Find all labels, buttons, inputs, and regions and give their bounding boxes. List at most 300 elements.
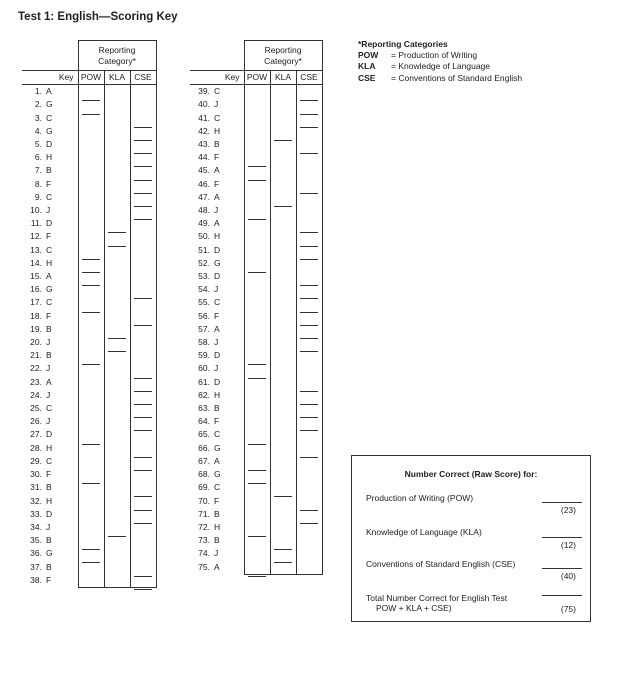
answer-key: A bbox=[214, 218, 220, 229]
total-score-total: (75) bbox=[560, 604, 576, 614]
answer-key: H bbox=[214, 125, 221, 136]
cse-cell bbox=[296, 481, 322, 494]
kla-cell bbox=[270, 98, 296, 111]
item-number: 22. bbox=[30, 363, 42, 374]
answer-key: D bbox=[214, 271, 221, 282]
pow-cell bbox=[244, 389, 270, 402]
kla-cell bbox=[104, 349, 130, 362]
item-number: 60. bbox=[198, 363, 210, 374]
reporting-categories-legend bbox=[358, 39, 522, 84]
pow-cell bbox=[244, 376, 270, 389]
answer-key: J bbox=[46, 337, 51, 348]
kla-cell bbox=[270, 336, 296, 349]
cse-score-blank[interactable] bbox=[542, 568, 582, 569]
cse-cell[interactable] bbox=[130, 178, 156, 191]
pow-cell bbox=[244, 442, 270, 455]
answer-key: C bbox=[46, 455, 53, 466]
cse-cell[interactable] bbox=[296, 244, 322, 257]
kla-cell bbox=[270, 85, 296, 99]
item-number: 61. bbox=[198, 376, 210, 387]
item-number: 23. bbox=[30, 376, 42, 387]
item-number: 17. bbox=[30, 297, 42, 308]
pow-cell bbox=[244, 547, 270, 560]
pow-cell bbox=[78, 283, 104, 296]
answer-key: C bbox=[214, 297, 221, 308]
key-row bbox=[22, 270, 156, 283]
cse-cell bbox=[296, 468, 322, 481]
answer-key: F bbox=[46, 574, 52, 585]
key-row bbox=[22, 217, 156, 230]
cse-cell bbox=[130, 468, 156, 481]
answer-key: H bbox=[46, 152, 53, 163]
item-number: 44. bbox=[198, 152, 210, 163]
pow-cell[interactable] bbox=[78, 428, 104, 441]
item-number: 68. bbox=[198, 469, 210, 480]
kla-cell bbox=[104, 138, 130, 151]
scoring-key-rows-2 bbox=[190, 85, 322, 575]
item-number: 41. bbox=[198, 112, 210, 123]
kla-cell bbox=[104, 204, 130, 217]
kla-cell bbox=[270, 217, 296, 230]
answer-key: G bbox=[214, 442, 221, 453]
cse-cell bbox=[130, 521, 156, 534]
item-number: 12. bbox=[30, 231, 42, 242]
item-number: 25. bbox=[30, 403, 42, 414]
kla-cell[interactable] bbox=[270, 547, 296, 560]
kla-cell bbox=[104, 415, 130, 428]
kla-cell bbox=[270, 283, 296, 296]
answer-key: D bbox=[214, 244, 221, 255]
pow-cell bbox=[78, 138, 104, 151]
cse-cell[interactable] bbox=[130, 481, 156, 494]
key-row bbox=[190, 561, 322, 575]
key-row bbox=[22, 244, 156, 257]
kla-score-label: Knowledge of Language (KLA) bbox=[366, 527, 482, 537]
item-number: 35. bbox=[30, 535, 42, 546]
cse-cell bbox=[130, 336, 156, 349]
kla-cell bbox=[270, 561, 296, 575]
pow-cell bbox=[244, 125, 270, 138]
item-number: 56. bbox=[198, 310, 210, 321]
cse-cell[interactable] bbox=[296, 283, 322, 296]
key-row bbox=[22, 481, 156, 494]
cse-score-row bbox=[366, 559, 582, 581]
key-row bbox=[22, 257, 156, 270]
kla-cell bbox=[104, 468, 130, 481]
item-number: 8. bbox=[34, 178, 42, 189]
key-row bbox=[190, 508, 322, 521]
cse-cell[interactable] bbox=[296, 178, 322, 191]
key-row bbox=[190, 389, 322, 402]
answer-key: J bbox=[214, 548, 219, 559]
item-number: 18. bbox=[30, 310, 42, 321]
cse-cell[interactable] bbox=[296, 138, 322, 151]
cse-cell[interactable] bbox=[130, 389, 156, 402]
key-row bbox=[22, 85, 156, 99]
key-row bbox=[22, 402, 156, 415]
item-number: 1. bbox=[34, 86, 42, 97]
pow-cell bbox=[244, 138, 270, 151]
key-row bbox=[190, 230, 322, 243]
item-number: 66. bbox=[198, 442, 210, 453]
item-number: 49. bbox=[198, 218, 210, 229]
cse-cell[interactable] bbox=[130, 310, 156, 323]
pow-cell bbox=[78, 125, 104, 138]
pow-cell[interactable] bbox=[78, 547, 104, 560]
answer-key: A bbox=[214, 561, 220, 572]
kla-cell bbox=[104, 85, 130, 99]
item-number: 73. bbox=[198, 535, 210, 546]
item-number: 57. bbox=[198, 323, 210, 334]
answer-key: H bbox=[214, 389, 221, 400]
cse-cell[interactable] bbox=[296, 270, 322, 283]
cse-cell bbox=[296, 362, 322, 375]
key-row bbox=[22, 204, 156, 217]
cse-cell[interactable] bbox=[130, 151, 156, 164]
kla-cell[interactable] bbox=[104, 230, 130, 243]
key-row bbox=[22, 442, 156, 455]
key-row bbox=[190, 191, 322, 204]
key-row bbox=[190, 244, 322, 257]
item-number: 31. bbox=[30, 482, 42, 493]
reporting-category-header: Reporting Category* bbox=[78, 41, 156, 71]
pow-cell bbox=[244, 112, 270, 125]
answer-key: J bbox=[46, 363, 51, 374]
pow-cell[interactable] bbox=[244, 428, 270, 441]
pow-cell bbox=[244, 230, 270, 243]
item-number: 27. bbox=[30, 429, 42, 440]
kla-cell bbox=[270, 323, 296, 336]
key-row bbox=[22, 508, 156, 521]
cse-cell[interactable] bbox=[296, 508, 322, 521]
kla-cell bbox=[104, 534, 130, 547]
cse-cell[interactable] bbox=[130, 283, 156, 296]
key-row bbox=[22, 283, 156, 296]
pow-cell bbox=[78, 508, 104, 521]
key-row bbox=[22, 349, 156, 362]
pow-cell[interactable] bbox=[78, 270, 104, 283]
legend-pow: POW = Production of Writing bbox=[358, 50, 478, 61]
answer-key: H bbox=[214, 521, 221, 532]
pow-cell[interactable] bbox=[244, 468, 270, 481]
key-row bbox=[190, 178, 322, 191]
cse-cell[interactable] bbox=[130, 138, 156, 151]
score-blank[interactable] bbox=[248, 576, 266, 577]
item-number: 48. bbox=[198, 205, 210, 216]
answer-key: C bbox=[46, 297, 53, 308]
key-row bbox=[22, 547, 156, 560]
kla-cell bbox=[104, 362, 130, 375]
key-row bbox=[190, 402, 322, 415]
total-score-blank[interactable] bbox=[542, 595, 582, 596]
kla-cell bbox=[104, 151, 130, 164]
key-row bbox=[190, 283, 322, 296]
key-row bbox=[190, 428, 322, 441]
answer-key: A bbox=[46, 86, 52, 97]
pow-score-row bbox=[366, 493, 582, 515]
total-score-formula: POW + KLA + CSE) bbox=[376, 603, 452, 613]
kla-cell bbox=[270, 230, 296, 243]
key-row bbox=[22, 428, 156, 441]
pow-cell[interactable] bbox=[78, 244, 104, 257]
pow-cell[interactable] bbox=[244, 561, 270, 575]
cse-cell[interactable] bbox=[296, 323, 322, 336]
item-number: 74. bbox=[198, 548, 210, 559]
kla-score-total: (12) bbox=[560, 540, 576, 550]
pow-cell bbox=[244, 508, 270, 521]
cse-cell[interactable] bbox=[130, 402, 156, 415]
item-number: 3. bbox=[34, 112, 42, 123]
item-number: 2. bbox=[34, 99, 42, 110]
answer-key: C bbox=[214, 86, 221, 97]
key-row bbox=[22, 296, 156, 309]
item-number: 58. bbox=[198, 337, 210, 348]
pow-cell[interactable] bbox=[78, 534, 104, 547]
pow-cell[interactable] bbox=[78, 85, 104, 99]
key-row bbox=[22, 521, 156, 534]
answer-key: D bbox=[46, 429, 53, 440]
cse-cell[interactable] bbox=[296, 402, 322, 415]
pow-cell bbox=[78, 442, 104, 455]
key-row bbox=[22, 310, 156, 323]
answer-key: G bbox=[214, 469, 221, 480]
answer-key: A bbox=[46, 376, 52, 387]
answer-key: J bbox=[214, 99, 219, 110]
pow-cell bbox=[244, 244, 270, 257]
answer-key: B bbox=[214, 508, 220, 519]
answer-key: C bbox=[214, 482, 221, 493]
cse-column-header: CSE bbox=[130, 71, 156, 85]
kla-cell[interactable] bbox=[270, 191, 296, 204]
key-row bbox=[190, 349, 322, 362]
item-number: 28. bbox=[30, 442, 42, 453]
item-number: 51. bbox=[198, 244, 210, 255]
cse-cell bbox=[296, 521, 322, 534]
cse-cell bbox=[130, 230, 156, 243]
key-row bbox=[190, 85, 322, 99]
cse-cell bbox=[130, 323, 156, 336]
total-score-label: Total Number Correct for English Test bbox=[366, 593, 508, 603]
pow-cell bbox=[78, 164, 104, 177]
kla-cell[interactable] bbox=[104, 336, 130, 349]
answer-key: G bbox=[46, 125, 53, 136]
legend-title: *Reporting Categories bbox=[358, 39, 448, 49]
answer-key: J bbox=[214, 205, 219, 216]
cse-cell[interactable] bbox=[130, 455, 156, 468]
answer-key: H bbox=[46, 257, 53, 268]
cse-cell[interactable] bbox=[296, 98, 322, 111]
cse-cell[interactable] bbox=[130, 112, 156, 125]
pow-score-total: (23) bbox=[560, 505, 576, 515]
answer-key: A bbox=[214, 323, 220, 334]
pow-cell[interactable] bbox=[78, 296, 104, 309]
cse-cell[interactable] bbox=[296, 389, 322, 402]
item-number: 7. bbox=[34, 165, 42, 176]
answer-key: J bbox=[214, 363, 219, 374]
cse-cell[interactable] bbox=[296, 296, 322, 309]
kla-cell bbox=[270, 362, 296, 375]
cse-cell[interactable] bbox=[296, 442, 322, 455]
pow-cell bbox=[78, 230, 104, 243]
pow-cell[interactable] bbox=[244, 362, 270, 375]
pow-cell bbox=[244, 495, 270, 508]
answer-key: C bbox=[46, 112, 53, 123]
cse-cell[interactable] bbox=[296, 336, 322, 349]
kla-cell bbox=[104, 98, 130, 111]
total-score-row bbox=[366, 593, 582, 613]
pow-cell[interactable] bbox=[244, 349, 270, 362]
kla-cell bbox=[270, 349, 296, 362]
cse-cell bbox=[296, 455, 322, 468]
cse-cell[interactable] bbox=[130, 574, 156, 588]
cse-cell bbox=[296, 191, 322, 204]
kla-cell[interactable] bbox=[270, 481, 296, 494]
pow-cell bbox=[244, 217, 270, 230]
pow-cell[interactable] bbox=[78, 349, 104, 362]
pow-cell bbox=[78, 389, 104, 402]
cse-cell bbox=[130, 257, 156, 270]
pow-cell bbox=[78, 310, 104, 323]
kla-cell bbox=[270, 455, 296, 468]
score-blank[interactable] bbox=[134, 589, 152, 590]
cse-cell[interactable] bbox=[296, 415, 322, 428]
item-number: 42. bbox=[198, 125, 210, 136]
pow-cell[interactable] bbox=[244, 455, 270, 468]
kla-cell bbox=[104, 481, 130, 494]
kla-cell bbox=[104, 310, 130, 323]
kla-cell[interactable] bbox=[270, 125, 296, 138]
cse-cell[interactable] bbox=[296, 495, 322, 508]
item-number: 64. bbox=[198, 416, 210, 427]
pow-cell[interactable] bbox=[244, 151, 270, 164]
pow-score-blank[interactable] bbox=[542, 502, 582, 503]
cse-cell[interactable] bbox=[130, 191, 156, 204]
cse-cell[interactable] bbox=[296, 376, 322, 389]
key-row bbox=[22, 336, 156, 349]
item-number: 47. bbox=[198, 191, 210, 202]
kla-cell bbox=[104, 178, 130, 191]
cse-cell bbox=[130, 217, 156, 230]
raw-score-heading: Number Correct (Raw Score) for: bbox=[404, 469, 538, 479]
key-row bbox=[190, 125, 322, 138]
pow-cell bbox=[78, 415, 104, 428]
cse-cell[interactable] bbox=[130, 376, 156, 389]
answer-key: F bbox=[46, 469, 52, 480]
item-number: 21. bbox=[30, 350, 42, 361]
key-row bbox=[190, 217, 322, 230]
cse-cell[interactable] bbox=[130, 442, 156, 455]
cse-cell[interactable] bbox=[130, 415, 156, 428]
pow-cell bbox=[78, 151, 104, 164]
pow-cell[interactable] bbox=[78, 98, 104, 111]
cse-cell bbox=[130, 244, 156, 257]
cse-cell[interactable] bbox=[296, 230, 322, 243]
key-row bbox=[22, 362, 156, 375]
key-row bbox=[190, 468, 322, 481]
cse-cell[interactable] bbox=[296, 85, 322, 99]
cse-cell bbox=[296, 428, 322, 441]
pow-cell[interactable] bbox=[244, 521, 270, 534]
item-number: 53. bbox=[198, 271, 210, 282]
kla-cell bbox=[104, 191, 130, 204]
kla-cell bbox=[270, 270, 296, 283]
answer-key: B bbox=[46, 165, 52, 176]
answer-key: J bbox=[214, 284, 219, 295]
pow-cell[interactable] bbox=[244, 204, 270, 217]
pow-cell bbox=[78, 561, 104, 574]
kla-cell bbox=[104, 376, 130, 389]
kla-cell[interactable] bbox=[104, 521, 130, 534]
key-row bbox=[190, 310, 322, 323]
kla-cell[interactable] bbox=[270, 534, 296, 547]
key-row bbox=[190, 376, 322, 389]
kla-cell[interactable] bbox=[104, 323, 130, 336]
answer-key: D bbox=[46, 218, 53, 229]
answer-key: A bbox=[214, 191, 220, 202]
item-number: 5. bbox=[34, 139, 42, 150]
kla-cell bbox=[104, 296, 130, 309]
item-number: 36. bbox=[30, 548, 42, 559]
cse-cell bbox=[130, 270, 156, 283]
page-title: Test 1: English—Scoring Key bbox=[18, 11, 178, 23]
answer-key: D bbox=[46, 139, 53, 150]
answer-key: C bbox=[46, 403, 53, 414]
kla-cell[interactable] bbox=[104, 217, 130, 230]
key-row bbox=[22, 468, 156, 481]
pow-cell[interactable] bbox=[78, 468, 104, 481]
pow-cell bbox=[244, 402, 270, 415]
pow-column-header: POW bbox=[78, 71, 104, 85]
cse-cell[interactable] bbox=[130, 508, 156, 521]
pow-cell bbox=[78, 323, 104, 336]
pow-cell bbox=[78, 112, 104, 125]
pow-cell bbox=[78, 455, 104, 468]
legend-kla: KLA = Knowledge of Language bbox=[358, 61, 491, 72]
cse-cell[interactable] bbox=[130, 164, 156, 177]
item-number: 11. bbox=[30, 218, 42, 229]
key-row bbox=[22, 138, 156, 151]
cse-cell[interactable] bbox=[130, 362, 156, 375]
item-number: 39. bbox=[198, 86, 210, 97]
item-number: 14. bbox=[30, 257, 42, 268]
kla-cell bbox=[270, 402, 296, 415]
pow-cell[interactable] bbox=[244, 164, 270, 177]
key-row bbox=[190, 204, 322, 217]
cse-cell[interactable] bbox=[130, 495, 156, 508]
pow-cell bbox=[78, 402, 104, 415]
item-number: 55. bbox=[198, 297, 210, 308]
kla-cell bbox=[104, 125, 130, 138]
pow-cell[interactable] bbox=[78, 257, 104, 270]
cse-cell[interactable] bbox=[296, 112, 322, 125]
pow-cell bbox=[244, 191, 270, 204]
cse-cell[interactable] bbox=[130, 561, 156, 574]
pow-cell bbox=[244, 415, 270, 428]
pow-cell[interactable] bbox=[244, 257, 270, 270]
kla-score-blank[interactable] bbox=[542, 537, 582, 538]
cse-cell[interactable] bbox=[130, 125, 156, 138]
cse-cell[interactable] bbox=[296, 217, 322, 230]
cse-cell bbox=[296, 125, 322, 138]
cse-cell[interactable] bbox=[296, 310, 322, 323]
key-row bbox=[190, 98, 322, 111]
key-row bbox=[22, 164, 156, 177]
item-number: 54. bbox=[198, 284, 210, 295]
pow-column-header: POW bbox=[244, 71, 270, 85]
key-row bbox=[190, 257, 322, 270]
answer-key: F bbox=[214, 178, 220, 189]
cse-cell[interactable] bbox=[130, 204, 156, 217]
